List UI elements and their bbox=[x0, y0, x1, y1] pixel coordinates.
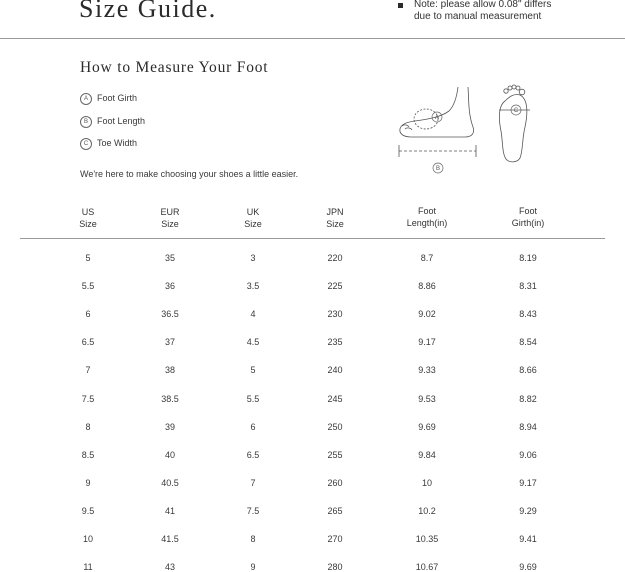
intro-text: We're here to make choosing your shoes a little easier. bbox=[80, 169, 299, 179]
us-size-cell: 5 bbox=[85, 253, 91, 263]
foot-length-cell: 9.53 bbox=[418, 393, 436, 404]
header-foot-girth: Foot Girth(in) bbox=[511, 206, 545, 228]
foot-length-cell: 8.86 bbox=[418, 281, 436, 292]
jpn-size-cell: 255 bbox=[327, 449, 343, 460]
uk-size-cell: 8 bbox=[250, 534, 256, 544]
legend-label: Foot Length bbox=[97, 115, 146, 126]
eur-size-cell: 43 bbox=[164, 562, 175, 572]
foot-length-cell: 10.67 bbox=[415, 562, 439, 572]
foot-girth-cell: 8.19 bbox=[519, 253, 537, 263]
jpn-size-cell: 220 bbox=[327, 253, 343, 263]
eur-size-cell: 40 bbox=[164, 449, 175, 460]
uk-size-cell: 4.5 bbox=[246, 337, 260, 348]
us-size-cell: 7 bbox=[85, 365, 91, 376]
uk-size-cell: 6 bbox=[250, 421, 256, 432]
diagram-label-c: C bbox=[513, 108, 519, 115]
measurement-note bbox=[398, 0, 598, 23]
uk-size-cell: 4 bbox=[250, 309, 256, 320]
foot-girth-cell: 8.31 bbox=[519, 281, 537, 292]
us-size-cell: 7.5 bbox=[81, 393, 95, 404]
eur-size-cell: 38 bbox=[164, 365, 175, 376]
section-title: How to Measure Your Foot bbox=[80, 59, 269, 76]
jpn-size-cell: 235 bbox=[327, 337, 343, 348]
jpn-size-cell: 230 bbox=[327, 309, 343, 320]
uk-size-cell: 5.5 bbox=[246, 393, 260, 404]
eur-size-cell: 39 bbox=[164, 421, 175, 432]
foot-sole-icon bbox=[499, 85, 530, 162]
jpn-size-cell: 225 bbox=[327, 281, 343, 292]
us-size-cell: 8 bbox=[85, 421, 91, 432]
uk-size-cell: 5 bbox=[250, 365, 256, 376]
eur-size-cell: 36.5 bbox=[161, 309, 179, 320]
foot-girth-cell: 8.66 bbox=[519, 365, 537, 376]
foot-length-cell: 9.69 bbox=[418, 421, 436, 432]
us-size-cell: 9 bbox=[85, 477, 91, 488]
header-jpn-size: JPN Size bbox=[326, 207, 344, 229]
table-header-divider bbox=[20, 238, 605, 239]
jpn-size-cell: 240 bbox=[327, 365, 343, 376]
note-line-2: due to manual measurement bbox=[414, 11, 542, 22]
us-size-cell: 8.5 bbox=[81, 449, 95, 460]
diagram-label-a: A bbox=[434, 115, 440, 122]
eur-size-cell: 36 bbox=[164, 281, 175, 292]
foot-length-cell: 9.17 bbox=[418, 337, 436, 348]
jpn-size-cell: 260 bbox=[327, 477, 343, 488]
header-uk-size: UK Size bbox=[244, 207, 262, 229]
us-size-cell: 9.5 bbox=[81, 505, 95, 516]
foot-length-cell: 10.2 bbox=[418, 505, 436, 516]
bullet-icon bbox=[398, 3, 403, 8]
foot-girth-cell: 9.69 bbox=[519, 562, 537, 572]
foot-length-cell: 9.33 bbox=[418, 365, 436, 376]
legend-label: Foot Girth bbox=[97, 93, 138, 103]
header-divider bbox=[0, 38, 625, 39]
foot-girth-cell: 9.06 bbox=[519, 449, 537, 460]
uk-size-cell: 9 bbox=[250, 562, 256, 572]
jpn-size-cell: 245 bbox=[327, 393, 343, 404]
page-title: Size Guide. bbox=[79, 0, 217, 23]
eur-size-cell: 41.5 bbox=[161, 534, 179, 544]
uk-size-cell: 3 bbox=[250, 253, 256, 263]
foot-girth-cell: 9.17 bbox=[519, 477, 537, 488]
uk-size-cell: 7 bbox=[250, 477, 256, 488]
us-size-cell: 11 bbox=[83, 562, 93, 572]
us-size-cell: 5.5 bbox=[81, 281, 95, 292]
uk-size-cell: 3.5 bbox=[246, 281, 260, 292]
foot-length-cell: 9.02 bbox=[418, 309, 436, 320]
uk-size-cell: 6.5 bbox=[246, 449, 260, 460]
foot-length-cell: 10 bbox=[421, 477, 432, 488]
us-size-cell: 10 bbox=[82, 534, 93, 544]
foot-girth-cell: 8.94 bbox=[519, 421, 537, 432]
us-size-cell: 6 bbox=[85, 309, 91, 320]
eur-size-cell: 41 bbox=[164, 505, 175, 516]
header-eur-size: EUR Size bbox=[160, 207, 180, 229]
foot-girth-cell: 8.43 bbox=[519, 309, 537, 320]
eur-size-cell: 37 bbox=[164, 337, 175, 348]
jpn-size-cell: 265 bbox=[327, 505, 343, 516]
jpn-size-cell: 280 bbox=[327, 562, 343, 572]
diagram-label-b: B bbox=[435, 166, 441, 173]
foot-girth-cell: 8.54 bbox=[519, 337, 537, 348]
note-line-1: Note: please allow 0.08" differs bbox=[414, 0, 552, 10]
header-foot-length: Foot Length(in) bbox=[406, 206, 448, 228]
marker-b-icon: B bbox=[80, 116, 92, 128]
legend-label: Toe Width bbox=[97, 138, 138, 148]
foot-length-cell: 10.35 bbox=[415, 534, 439, 544]
eur-size-cell: 40.5 bbox=[161, 477, 179, 488]
marker-c-icon: C bbox=[80, 138, 92, 150]
eur-size-cell: 38.5 bbox=[161, 393, 179, 404]
eur-size-cell: 35 bbox=[164, 253, 175, 263]
foot-length-cell: 9.84 bbox=[418, 449, 436, 460]
jpn-size-cell: 250 bbox=[327, 421, 343, 432]
foot-girth-cell: 9.29 bbox=[519, 505, 537, 516]
foot-measurement-diagram bbox=[395, 83, 535, 175]
header-us-size: US Size bbox=[79, 207, 97, 229]
jpn-size-cell: 270 bbox=[327, 534, 343, 544]
foot-girth-cell: 8.82 bbox=[519, 393, 537, 404]
foot-girth-cell: 9.41 bbox=[519, 534, 537, 544]
foot-length-cell: 8.7 bbox=[420, 253, 434, 263]
us-size-cell: 6.5 bbox=[81, 337, 95, 348]
uk-size-cell: 7.5 bbox=[246, 505, 260, 516]
marker-a-icon: A bbox=[80, 93, 92, 105]
